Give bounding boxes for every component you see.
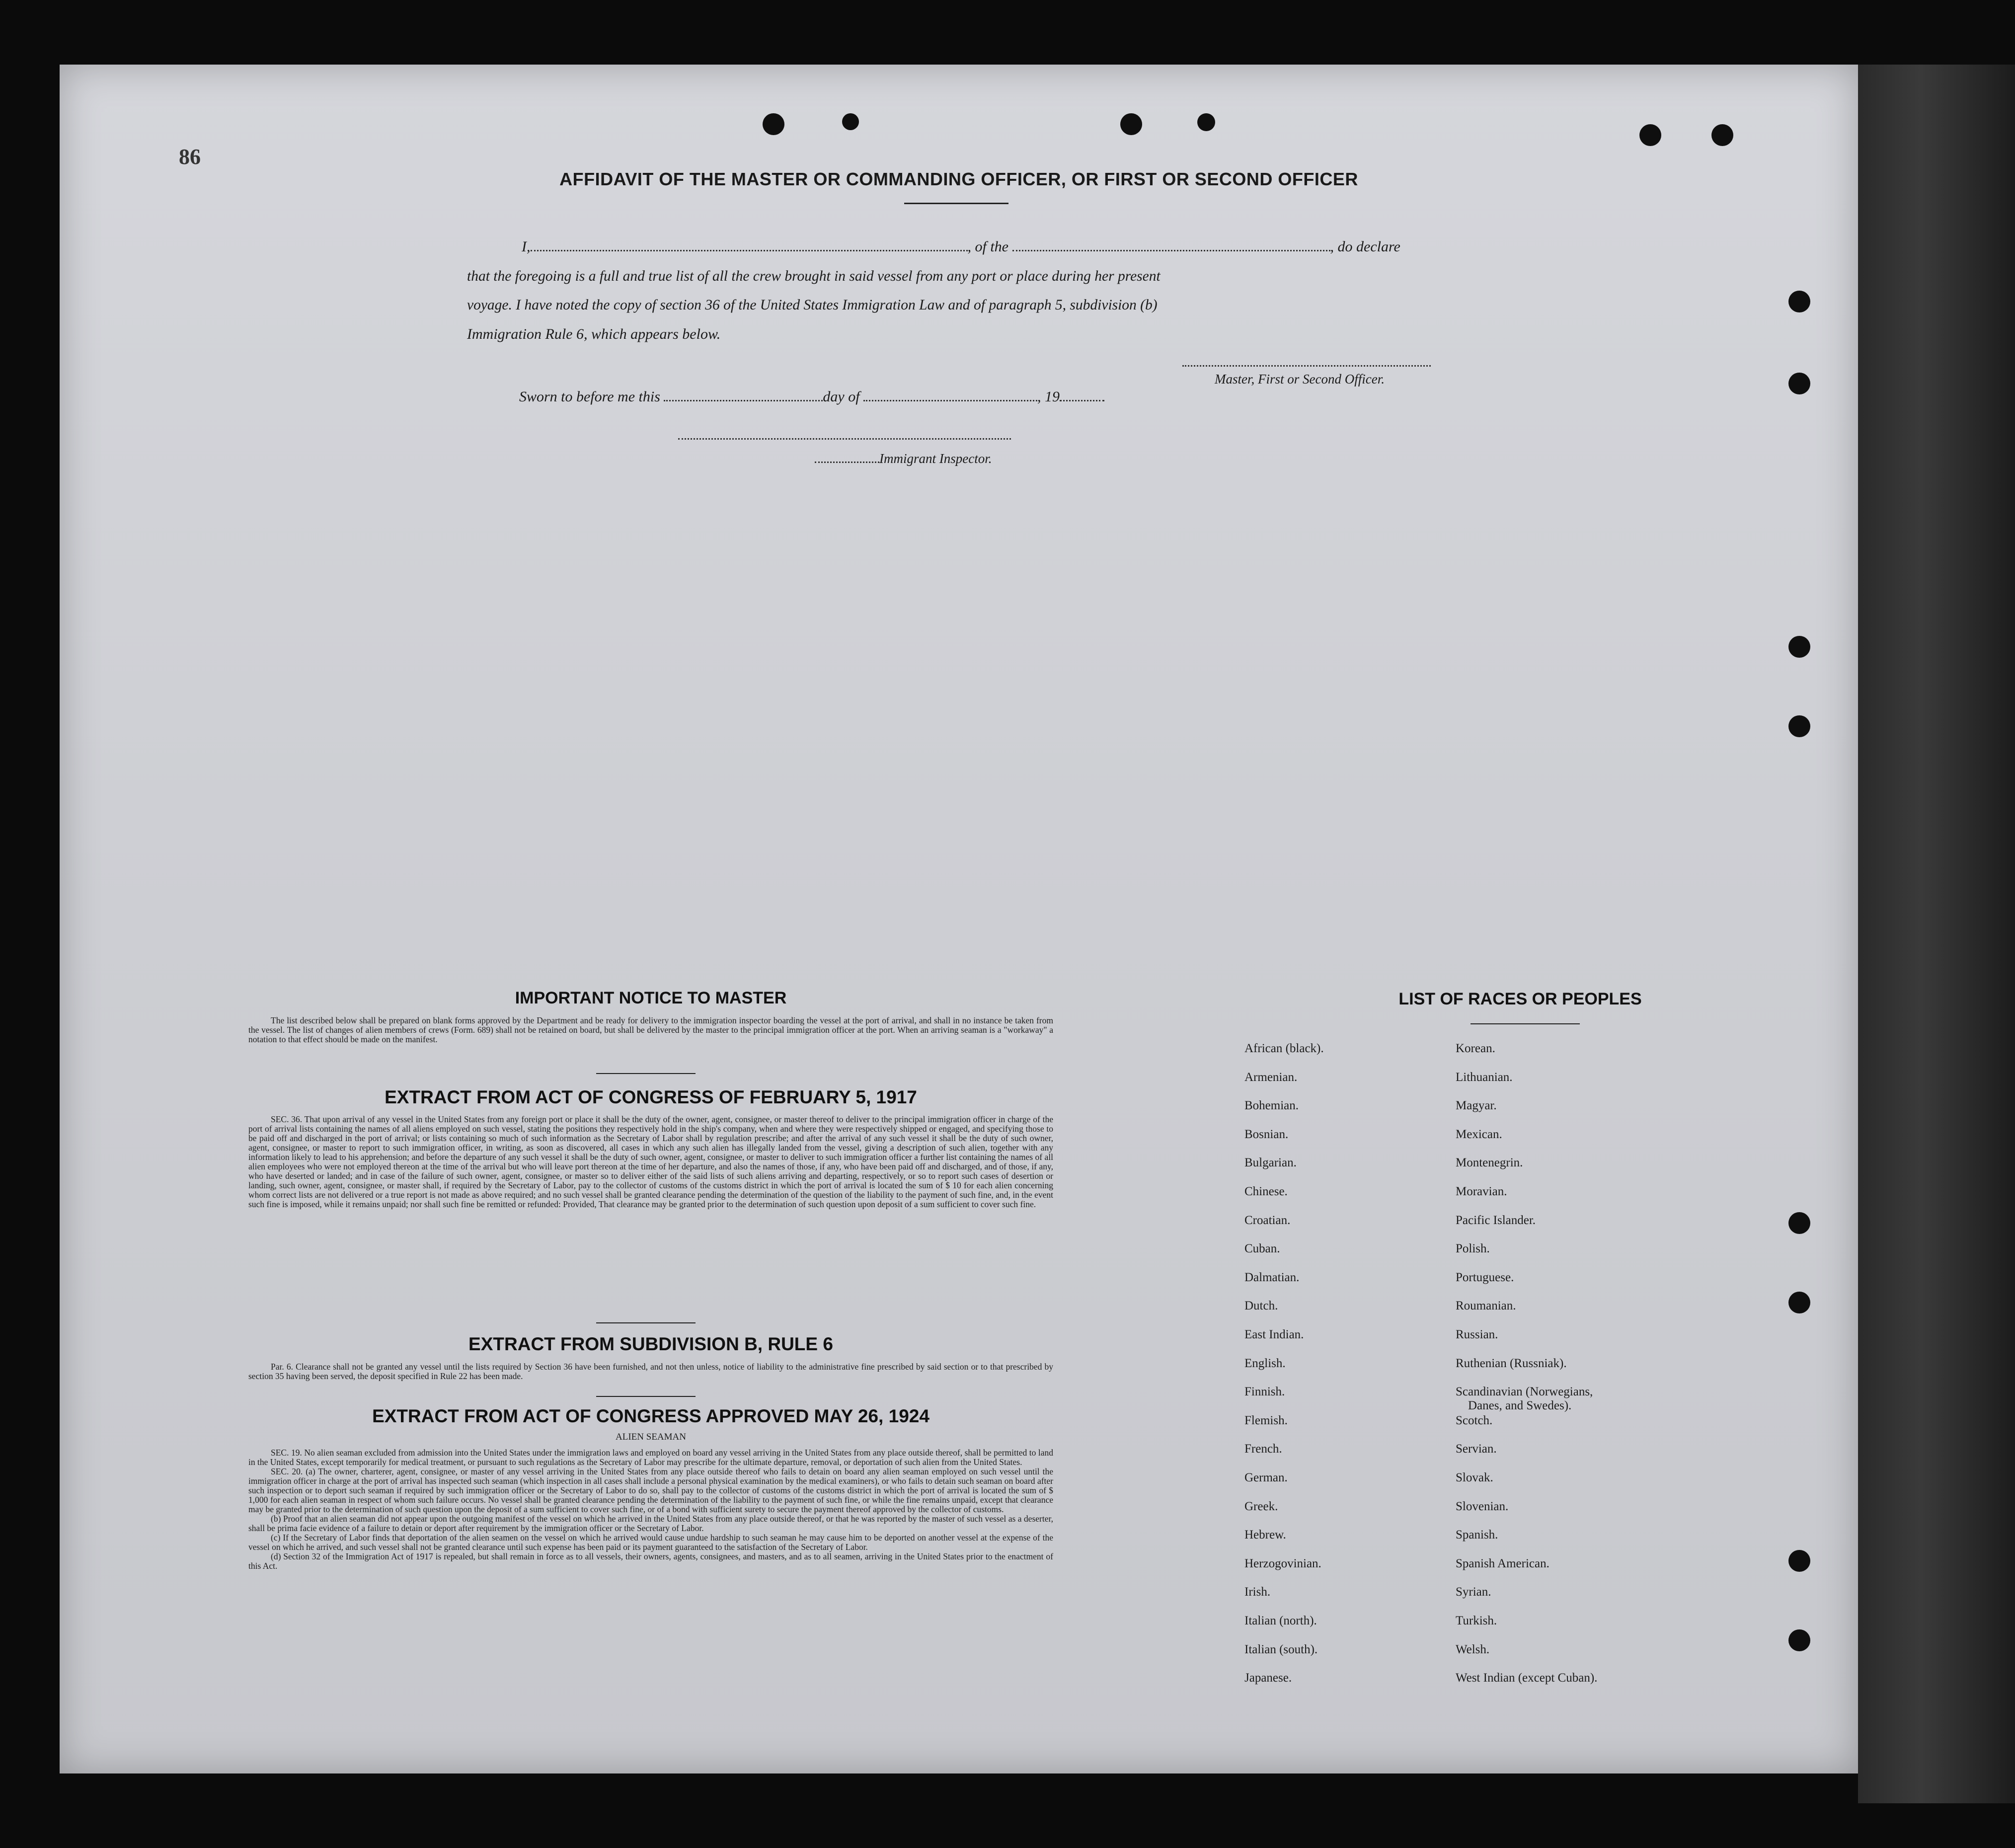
sworn-line: Sworn to before me this day of , 19 [519, 388, 1104, 405]
sworn-day-blank[interactable] [664, 400, 823, 401]
race-item: West Indian (except Cuban). [1456, 1671, 1598, 1685]
affidavit-line-3: voyage. I have noted the copy of section 36 of the United States Immigration Law and of paragraph 5, subdivision (b) [467, 297, 1158, 313]
race-item: Flemish. [1244, 1414, 1288, 1427]
race-item: English. [1244, 1357, 1286, 1370]
race-item: Cuban. [1244, 1242, 1280, 1255]
punch-hole [1639, 124, 1661, 146]
extract-1924-subtitle: ALIEN SEAMAN [616, 1432, 686, 1442]
race-item: Greek. [1244, 1500, 1278, 1513]
extract-rule6-title: EXTRACT FROM SUBDIVISION B, RULE 6 [468, 1334, 833, 1354]
punch-hole [1120, 113, 1142, 135]
race-item: Italian (north). [1244, 1614, 1317, 1627]
race-item: Scotch. [1456, 1414, 1493, 1427]
race-item: Herzogovinian. [1244, 1557, 1321, 1570]
race-item: German. [1244, 1471, 1288, 1484]
race-item: Spanish. [1456, 1528, 1498, 1541]
race-item: African (black). [1244, 1042, 1324, 1055]
affidavit-title: AFFIDAVIT OF THE MASTER OR COMMANDING OFFICER, OR FIRST OR SECOND OFFICER [559, 169, 1358, 189]
race-item: Moravian. [1456, 1185, 1507, 1198]
master-signature-caption: Master, First or Second Officer. [1215, 372, 1385, 386]
race-item: Bulgarian. [1244, 1156, 1297, 1169]
divider [596, 1073, 696, 1074]
race-item: Slovak. [1456, 1471, 1493, 1484]
divider [596, 1322, 696, 1323]
race-item: French. [1244, 1442, 1282, 1456]
divider [904, 203, 1008, 204]
race-item-continuation: Danes, and Swedes). [1468, 1399, 1572, 1412]
race-item: Spanish American. [1456, 1557, 1550, 1570]
extract-rule6-text: Par. 6. Clearance shall not be granted any vessel until the lists required by Section 36 have been furnished, and not then unless, notice of liability to the administrative fine prescribed by said section or to that prescribed by section 35 having been served, the deposit specified in Rule 22 has been made. [248, 1362, 1053, 1381]
race-item: Armenian. [1244, 1071, 1298, 1084]
extract-1924-text: SEC. 19. No alien seaman excluded from admission into the United States under the immigration laws and employed on board any vessel arriving in the United States from any place outside thereof, shall be permitted to land in the United States, except temporarily for medical treatment, or pursuant to such regulations as the Secretary of Labor may prescribe for the ultimate departure, removal, or deportation of such alien from the United States. SEC. 20. (a) The owner, charterer, agent, consignee, or master of any vessel arriving in the United States from any place outside thereof who fails to detain on board any alien seaman employed on such vessel until the immigration officer in charge at the port of arrival has inspected such seaman (which inspection in all cases shall include a personal physical examination by the medical examiners), or who fails to detain such seaman on board after such inspection or to deport such seaman if required by such immigration officer or the Secretary of Labor to do so, shall pay to the collector of customs of the customs district in which the port of arrival is located the sum of $ 1,000 for each alien seaman in respect of whom such failure occurs. No vessel shall be granted clearance pending the determination of the liability to the payment of such fine, or while the fine remains unpaid, except that clearance may be granted prior to the determination of such question upon the deposit of a sum sufficient to cover such fine, or of a bond with sufficient surety to secure the payment thereof approved by the collector of customs. (b) Proof that an alien seaman did not appear upon the outgoing manifest of the vessel on which he arrived in the United States from any place outside thereof, or that he was reported by the master of such vessel as a deserter, shall be prima facie evidence of a failure to detain or deport after requirement by the immigration officer or the Secretary of Labor. (c) If the Secretary of Labor finds that deportation of the alien seamen on the vessel on which he arrived would cause undue hardship to such seaman he may cause him to be deported on another vessel at the expense of the vessel on which he arrived, and such vessel shall not be granted clearance until such expense has been paid or its payment guaranteed to the satisfaction of the Secretary of Labor. (d) Section 32 of the Immigration Act of 1917 is repealed, but shall remain in force as to all vessels, their owners, agents, consignees, and masters, and as to all seamen, arriving in the United States prior to the enactment of this Act. [248, 1448, 1053, 1571]
extract-1917-title: EXTRACT FROM ACT OF CONGRESS OF FEBRUARY 5, 1917 [385, 1087, 917, 1107]
race-item: Slovenian. [1456, 1500, 1509, 1513]
race-item: Servian. [1456, 1442, 1497, 1456]
divider [1471, 1023, 1580, 1024]
sworn-month-blank[interactable] [863, 400, 1037, 401]
punch-hole [1197, 113, 1215, 131]
divider [596, 1396, 696, 1397]
race-item: Bohemian. [1244, 1099, 1299, 1112]
document-page [60, 65, 1858, 1773]
notice-title: IMPORTANT NOTICE TO MASTER [515, 989, 787, 1007]
race-item: Italian (south). [1244, 1643, 1318, 1656]
race-item: Dalmatian. [1244, 1271, 1300, 1284]
name-blank[interactable] [531, 250, 968, 251]
race-item: East Indian. [1244, 1328, 1304, 1341]
race-item: Polish. [1456, 1242, 1490, 1255]
punch-hole [1788, 636, 1810, 658]
race-item: Scandinavian (Norwegians, [1456, 1385, 1593, 1398]
scanner-edge [1858, 65, 2015, 1803]
race-item: Welsh. [1456, 1643, 1490, 1656]
race-item: Irish. [1244, 1585, 1271, 1599]
race-item: Syrian. [1456, 1585, 1491, 1599]
sworn-year-blank[interactable] [1060, 400, 1104, 401]
punch-hole [763, 113, 784, 135]
race-item: Korean. [1456, 1042, 1495, 1055]
race-item: Russian. [1456, 1328, 1498, 1341]
inspector-signature-blank[interactable] [678, 438, 1011, 440]
race-item: Magyar. [1456, 1099, 1497, 1112]
race-item: Finnish. [1244, 1385, 1285, 1398]
race-item: Roumanian. [1456, 1299, 1516, 1312]
race-item: Portuguese. [1456, 1271, 1514, 1284]
race-item: Ruthenian (Russniak). [1456, 1357, 1567, 1370]
punch-hole [1788, 715, 1810, 737]
race-item: Japanese. [1244, 1671, 1292, 1685]
affidavit-line-2: that the foregoing is a full and true list of all the crew brought in said vessel from any port or place during her present [467, 268, 1161, 284]
race-item: Hebrew. [1244, 1528, 1286, 1541]
page-number: 86 [179, 145, 201, 169]
punch-hole [1788, 1550, 1810, 1572]
extract-1917-text: SEC. 36. That upon arrival of any vessel in the United States from any foreign port or place it shall be the duty of the owner, agent, consignee, or master thereof to deliver to the principal immigration officer in charge of the port of arrival lists containing the names of all aliens employed on such vessel, stating the positions they respectively hold in the ship's company, when and where they were respectively shipped or engaged, and specifying those to be paid off and discharged in the port of arrival; or lists containing so much of such information as the Secretary of Labor shall by regulation prescribe; and after the arrival of any such vessel it shall be the duty of such owner, agent, consignee, or master to report to such immigration officer, in writing, as soon as discovered, all cases in which any such alien has illegally landed from the vessel, giving a description of such alien, together with any information likely to lead to his apprehension; and before the departure of any such vessel it shall be the duty of such owner, agent, consignee, or master to deliver to such immigration officer a further list containing the names of all alien employees who were not employed thereon at the time of the arrival but who will leave port thereon at the time of her departure, and also the names of those, if any, who have been paid off and discharged, and of those, if any, who have deserted or landed; and in case of the failure of such owner, agent, consignee, or master so to deliver either of the said lists of such aliens arriving and departing, respectively, or so to report such cases of desertion or landing, such owner, agent, consignee, or master shall, if required by the Secretary of Labor, pay to the collector of customs of the customs district in which the port of arrival is located the sum of $ 10 for each alien concerning whom correct lists are not delivered or a true report is not made as above required; and no such vessel shall be granted clearance pending the determination of the question of the liability to the payment of such fine, and, in the event such fine is imposed, while it remains unpaid; nor shall such fine be remitted or refunded: Provided, That clearance may be granted prior to the determination of such question upon deposit of a sum sufficient to cover such fine. [248, 1114, 1053, 1209]
punch-hole [1788, 291, 1810, 312]
race-item: Croatian. [1244, 1214, 1291, 1227]
vessel-blank[interactable] [1012, 250, 1330, 251]
punch-hole [842, 113, 859, 130]
affidavit-line-4: Immigration Rule 6, which appears below. [467, 326, 721, 342]
punch-hole [1788, 1629, 1810, 1651]
race-item: Dutch. [1244, 1299, 1278, 1312]
races-title: LIST OF RACES OR PEOPLES [1398, 990, 1642, 1008]
punch-hole [1788, 373, 1810, 394]
race-item: Bosnian. [1244, 1128, 1289, 1141]
punch-hole [1711, 124, 1733, 146]
master-signature-blank[interactable] [1182, 365, 1431, 367]
punch-hole [1788, 1292, 1810, 1313]
race-item: Chinese. [1244, 1185, 1288, 1198]
race-item: Mexican. [1456, 1128, 1502, 1141]
race-item: Lithuanian. [1456, 1071, 1513, 1084]
extract-1924-title: EXTRACT FROM ACT OF CONGRESS APPROVED MAY 26, 1924 [372, 1406, 930, 1426]
inspector-caption-line: Immigrant Inspector. [815, 451, 992, 466]
race-item: Turkish. [1456, 1614, 1497, 1627]
notice-text: The list described below shall be prepared on blank forms approved by the Department and be ready for delivery to the immigration inspector boarding the vessel at the port of arrival, and shall in no instance be taken from the vessel. The list of changes of alien members of crews (Form. 689) shall not be retained on board, but shall be delivered by the master to the principal immigration officer at the port. When an arriving seaman is a "workaway" a notation to that effect should be made on the manifest. [248, 1015, 1053, 1044]
affidavit-declaration-line: I, , of the , do declare [522, 238, 1400, 255]
punch-hole [1788, 1212, 1810, 1234]
race-item: Montenegrin. [1456, 1156, 1523, 1169]
race-item: Pacific Islander. [1456, 1214, 1536, 1227]
